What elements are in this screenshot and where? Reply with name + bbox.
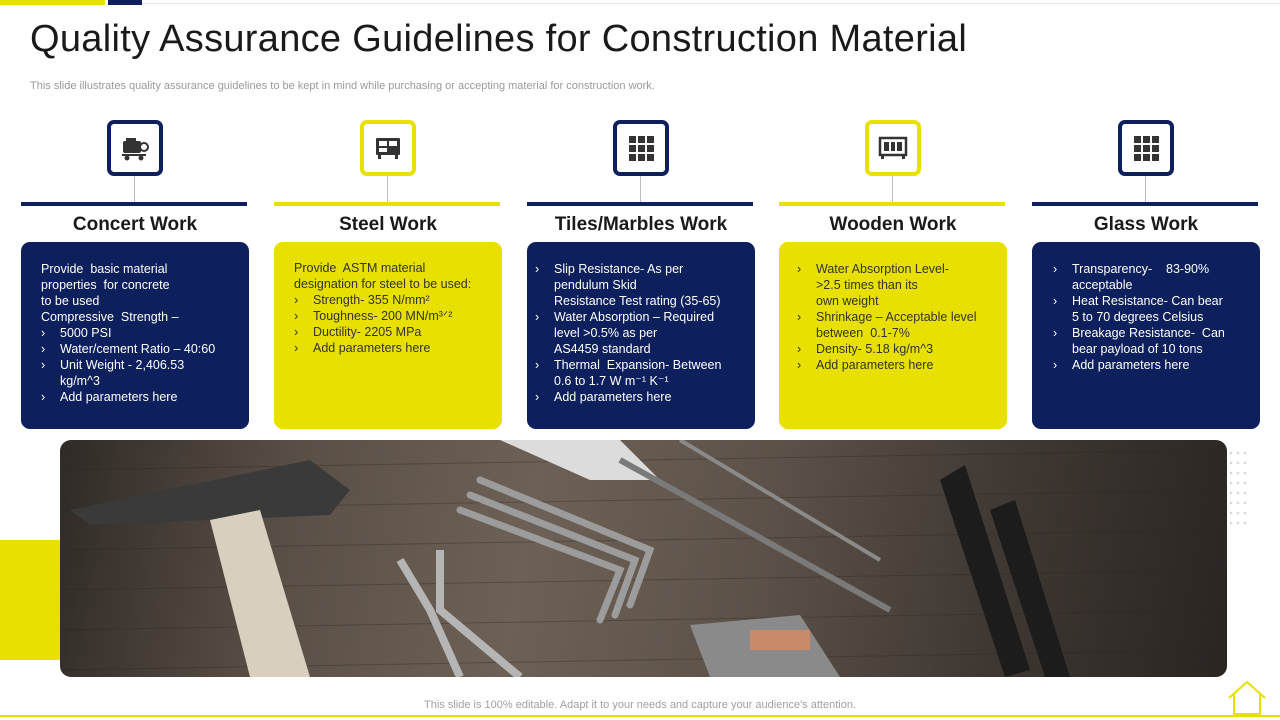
- bullet-item: › Add parameters here: [797, 358, 934, 372]
- bullet-item: › Unit Weight - 2,406.53 kg/m^3: [41, 358, 185, 388]
- bullet-item: › Ductility- 2205 MPa: [294, 325, 422, 339]
- bullet-item: › Water/cement Ratio – 40:60: [41, 342, 216, 356]
- bullet-item: › Breakage Resistance- Can bear payload of 10 tons: [1053, 326, 1225, 356]
- column-glass-work: [1032, 120, 1260, 430]
- connector-line: [387, 176, 388, 202]
- chevron-icon: ›: [797, 358, 802, 372]
- chevron-icon: ›: [535, 310, 540, 324]
- bullet-item: › Density- 5.18 kg/m^3: [797, 342, 934, 356]
- bullet-item: › Add parameters here: [535, 390, 672, 404]
- pliers-icon: [400, 550, 520, 677]
- utility-knife-icon: [690, 615, 840, 677]
- chevron-icon: ›: [294, 309, 299, 323]
- heading-rule: [274, 202, 500, 206]
- glass-grid-icon: [1132, 134, 1160, 162]
- icon-box: [865, 120, 921, 176]
- bullet-item: › Heat Resistance- Can bear 5 to 70 degrees Celsius: [1053, 294, 1223, 324]
- connector-line: [640, 176, 641, 202]
- chevron-icon: ›: [41, 390, 46, 404]
- heading-rule: [779, 202, 1005, 206]
- cement-mixer-icon: [120, 134, 150, 162]
- chevron-icon: ›: [797, 262, 802, 276]
- top-rule: [142, 3, 1280, 4]
- bullet-item: › Toughness- 200 MN/m³ᐟ²: [294, 309, 453, 323]
- chevron-icon: ›: [797, 342, 802, 356]
- icon-box: [107, 120, 163, 176]
- guideline-card: › Slip Resistance- As per pendulum Skid Resistance Test rating (35-65) › Water Absorption – Required level >0.5% as per AS4459 standard › Thermal Expansion- Between 0.6 to 1.7 W m⁻¹ K⁻¹ › Add parameters here: [527, 242, 755, 429]
- hex-keys-icon: [460, 480, 650, 620]
- column-steel-work: [274, 120, 502, 430]
- column-title: Wooden Work: [829, 214, 957, 235]
- bullet-item: › Water Absorption – Required level >0.5% as per: [535, 310, 715, 340]
- dot-pattern: [1228, 450, 1252, 530]
- icon-box: [1118, 120, 1174, 176]
- guideline-card: [1032, 242, 1260, 429]
- column-title: Glass Work: [1093, 214, 1199, 235]
- left-accent-block: [0, 540, 62, 660]
- home-icon[interactable]: [1226, 678, 1268, 716]
- footer-note: This slide is 100% editable. Adapt it to your needs and capture your audience's attention.: [424, 699, 856, 711]
- heading-rule: [21, 202, 247, 206]
- bullet-item: › Strength- 355 N/mm²: [294, 293, 430, 307]
- chevron-icon: ›: [535, 262, 540, 276]
- tiles-grid-icon: [627, 134, 655, 162]
- guideline-card: › Water Absorption Level- >2.5 times than its own weight › Shrinkage – Acceptable level between 0.1-7% › Density- 5.18 kg/m^3 › Add parameters here: [779, 242, 1007, 429]
- connector-line: [892, 176, 893, 202]
- column-title: Tiles/Marbles Work: [554, 214, 728, 235]
- heading-rule: [1032, 202, 1258, 206]
- bullet-item: › Shrinkage – Acceptable level between 0.1-7%: [797, 310, 977, 340]
- steel-cabinet-icon: [374, 135, 402, 161]
- top-accent-bar-yellow: [0, 0, 105, 5]
- chevron-icon: ›: [1053, 326, 1058, 340]
- chevron-icon: ›: [41, 342, 46, 356]
- icon-box: [613, 120, 669, 176]
- column-title: Concert Work: [72, 214, 198, 235]
- bullet-item: › Add parameters here: [1053, 358, 1190, 372]
- connector-line: [134, 176, 135, 202]
- icon-box: [360, 120, 416, 176]
- chevron-icon: ›: [294, 325, 299, 339]
- bullet-item: › Add parameters here: [294, 341, 431, 355]
- chevron-icon: ›: [797, 310, 802, 324]
- wooden-frame-icon: [878, 135, 908, 161]
- tools-photo: [60, 440, 1227, 677]
- chevron-icon: ›: [1053, 358, 1058, 372]
- chevron-icon: ›: [1053, 294, 1058, 308]
- bullet-item: › Add parameters here: [41, 390, 178, 404]
- chevron-icon: ›: [1053, 262, 1058, 276]
- page-title: Quality Assurance Guidelines for Construction Material: [30, 18, 968, 60]
- chevron-icon: ›: [535, 390, 540, 404]
- tools-illustration: [60, 440, 1227, 677]
- hammer-icon: [70, 460, 350, 677]
- bullet-item: › 5000 PSI: [41, 326, 112, 340]
- chevron-icon: ›: [294, 341, 299, 355]
- chevron-icon: ›: [535, 358, 540, 372]
- screwdriver-icon: [500, 440, 890, 610]
- heading-rule: [527, 202, 753, 206]
- chevron-icon: ›: [294, 293, 299, 307]
- chevron-icon: ›: [41, 326, 46, 340]
- guideline-card: [274, 242, 502, 429]
- bullet-item: › Thermal Expansion- Between 0.6 to 1.7 W m⁻¹ K⁻¹: [535, 358, 722, 388]
- page-subtitle: This slide illustrates quality assurance guidelines to be kept in mind while purchasing or accepting material for construction work.: [30, 80, 655, 92]
- bit-set-icon: [940, 465, 1070, 677]
- bottom-accent-line: [0, 715, 1280, 717]
- column-concert-work: [21, 120, 249, 430]
- bullet-item: › Transparency- 83-90% acceptable: [1053, 262, 1210, 292]
- column-tiles-marbles-work: [527, 120, 755, 430]
- card-intro: Provide ASTM material designation for steel to be used:: [294, 261, 472, 291]
- top-accent-bar-navy: [108, 0, 142, 5]
- connector-line: [1145, 176, 1146, 202]
- column-wooden-work: [779, 120, 1007, 430]
- chevron-icon: ›: [41, 358, 46, 372]
- bullet-item: › Water Absorption Level- >2.5 times than its: [797, 262, 949, 292]
- card-intro: Provide basic material properties for concrete to be used Compressive Strength –: [41, 262, 179, 324]
- bullet-item: › Slip Resistance- As per pendulum Skid: [535, 262, 684, 292]
- column-title: Steel Work: [339, 214, 437, 235]
- guideline-card: [21, 242, 249, 429]
